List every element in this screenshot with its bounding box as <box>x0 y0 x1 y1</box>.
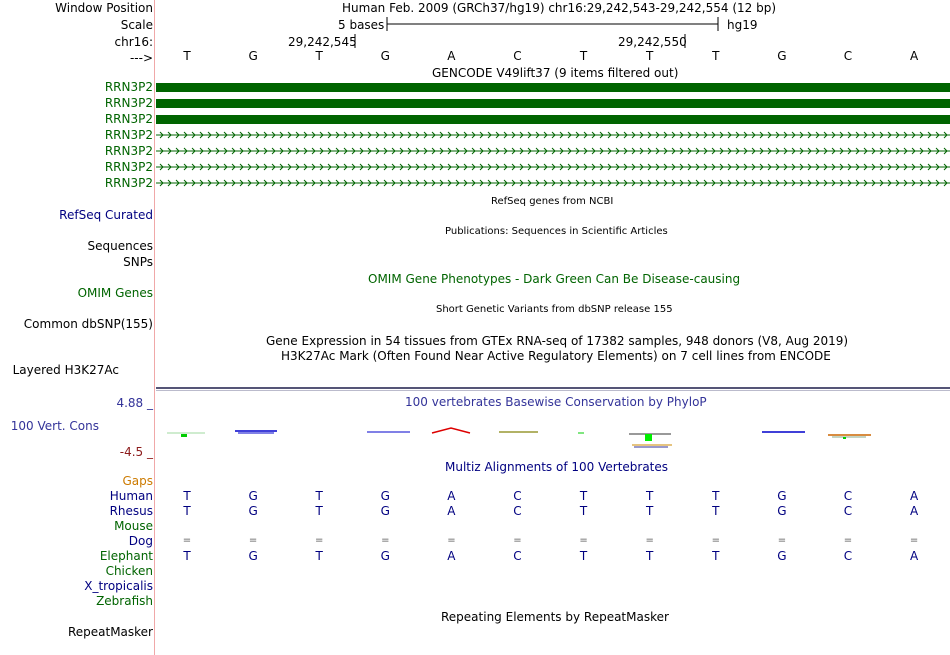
aligned-base: = <box>513 535 522 546</box>
scale-text: 5 bases <box>338 18 385 32</box>
dbsnp-label[interactable]: Common dbSNP(155) <box>23 317 153 331</box>
aligned-base: T <box>183 489 191 503</box>
aligned-base: = <box>645 535 654 546</box>
omim-title[interactable]: OMIM Gene Phenotypes - Dark Green Can Be Disease-causing <box>368 272 741 286</box>
coord-right: 29,242,550 <box>618 35 687 49</box>
species-label[interactable]: Human <box>109 489 153 503</box>
aligned-base: = <box>711 535 720 546</box>
aligned-base: T <box>646 489 654 503</box>
aligned-base: = <box>447 535 456 546</box>
aligned-base: G <box>380 549 390 563</box>
ruler-base: A <box>909 49 919 63</box>
aligned-base: C <box>843 504 853 518</box>
scale-label: Scale <box>120 18 153 32</box>
aligned-base: T <box>712 489 720 503</box>
ruler-base: T <box>579 49 588 63</box>
gencode-item-label[interactable]: RRN3P2 <box>104 176 153 190</box>
aligned-base: A <box>447 504 456 518</box>
h3k27-title[interactable]: H3K27Ac Mark (Often Found Near Active Regulatory Elements) on 7 cell lines from ENCODE <box>281 349 831 363</box>
aligned-base: A <box>909 549 919 563</box>
cons-min: -4.5 _ <box>119 445 153 459</box>
assembly-label: hg19 <box>727 18 758 32</box>
chrom-label: chr16: <box>114 35 153 49</box>
gencode-item-label[interactable]: RRN3P2 <box>104 96 153 110</box>
aligned-base: T <box>579 489 588 503</box>
aligned-base: = <box>777 535 787 546</box>
snps-label[interactable]: SNPs <box>123 255 153 269</box>
aligned-base: = <box>314 535 324 546</box>
species-label[interactable]: Dog <box>128 534 153 548</box>
dbsnp-title[interactable]: Short Genetic Variants from dbSNP release 155 <box>436 304 673 315</box>
aligned-base: = <box>248 535 258 546</box>
strand-label: ---> <box>129 51 153 65</box>
species-label[interactable]: Elephant <box>99 549 153 563</box>
window-position-label: Window Position <box>55 1 153 15</box>
aligned-base: G <box>248 549 258 563</box>
aligned-base: T <box>183 549 191 563</box>
omim-label[interactable]: OMIM Genes <box>77 286 153 300</box>
aligned-base: C <box>843 549 853 563</box>
refseq-label[interactable]: RefSeq Curated <box>59 208 153 222</box>
aligned-base: A <box>909 504 919 518</box>
aligned-base: C <box>513 549 522 563</box>
ruler-base: C <box>513 49 522 63</box>
aligned-base: G <box>777 549 787 563</box>
ruler-base: G <box>248 49 258 63</box>
aligned-base: = <box>182 535 192 546</box>
aligned-base: T <box>579 504 588 518</box>
refseq-title[interactable]: RefSeq genes from NCBI <box>491 196 614 207</box>
ruler-base: C <box>843 49 853 63</box>
sequences-label[interactable]: Sequences <box>87 239 153 253</box>
aligned-base: A <box>447 549 456 563</box>
gaps-label[interactable]: Gaps <box>122 474 153 488</box>
aligned-base: G <box>248 489 258 503</box>
gencode-item-label[interactable]: RRN3P2 <box>104 160 153 174</box>
species-label[interactable]: X_tropicalis <box>84 579 153 593</box>
repeat-title[interactable]: Repeating Elements by RepeatMasker <box>441 610 669 624</box>
gencode-item-label[interactable]: RRN3P2 <box>104 144 153 158</box>
aligned-base: T <box>712 504 720 518</box>
aligned-base: T <box>315 504 323 518</box>
species-label[interactable]: Chicken <box>105 564 153 578</box>
position-text: Human Feb. 2009 (GRCh37/hg19) chr16:29,242,543-29,242,554 (12 bp) <box>342 1 777 15</box>
aligned-base: G <box>380 504 390 518</box>
species-label[interactable]: Rhesus <box>109 504 153 518</box>
ruler-base: T <box>646 49 654 63</box>
aligned-base: T <box>315 549 323 563</box>
aligned-base: G <box>248 504 258 518</box>
gencode-title[interactable]: GENCODE V49lift37 (9 items filtered out) <box>432 66 679 80</box>
coord-left: 29,242,545 <box>288 35 357 49</box>
aligned-base: G <box>777 504 787 518</box>
aligned-base: C <box>843 489 853 503</box>
publications-title[interactable]: Publications: Sequences in Scientific Articles <box>445 226 668 237</box>
h3k27-label[interactable]: Layered H3K27Ac <box>12 363 119 377</box>
aligned-base: T <box>712 549 720 563</box>
aligned-base: A <box>909 489 919 503</box>
ruler-base: T <box>315 49 323 63</box>
aligned-base: T <box>579 549 588 563</box>
gencode-item-label[interactable]: RRN3P2 <box>104 112 153 126</box>
aligned-base: C <box>513 489 522 503</box>
gtex-title[interactable]: Gene Expression in 54 tissues from GTEx RNA-seq of 17382 samples, 948 donors (V8, Aug 2019) <box>266 334 849 348</box>
aligned-base: T <box>646 504 654 518</box>
ruler-base: G <box>777 49 787 63</box>
species-label[interactable]: Mouse <box>114 519 153 533</box>
aligned-base: G <box>777 489 787 503</box>
repeat-label[interactable]: RepeatMasker <box>67 625 153 639</box>
cons-max: 4.88 _ <box>116 396 153 410</box>
gencode-item-label[interactable]: RRN3P2 <box>104 80 153 94</box>
aligned-base: = <box>909 535 919 546</box>
aligned-base: C <box>513 504 522 518</box>
multiz-title[interactable]: Multiz Alignments of 100 Vertebrates <box>445 460 669 474</box>
aligned-base: A <box>447 489 456 503</box>
ruler-base: T <box>712 49 720 63</box>
aligned-base: = <box>843 535 853 546</box>
ruler-base: T <box>183 49 191 63</box>
ruler-base: A <box>447 49 456 63</box>
aligned-base: T <box>183 504 191 518</box>
aligned-base: = <box>381 535 390 546</box>
aligned-base: T <box>646 549 654 563</box>
species-label[interactable]: Zebrafish <box>96 594 153 608</box>
gencode-item-label[interactable]: RRN3P2 <box>104 128 153 142</box>
phylop-title[interactable]: 100 vertebrates Basewise Conservation by PhyloP <box>405 395 707 409</box>
aligned-base: T <box>315 489 323 503</box>
aligned-base: G <box>380 489 390 503</box>
aligned-base: = <box>579 535 588 546</box>
cons-label[interactable]: 100 Vert. Cons <box>10 419 99 433</box>
ruler-base: G <box>380 49 390 63</box>
